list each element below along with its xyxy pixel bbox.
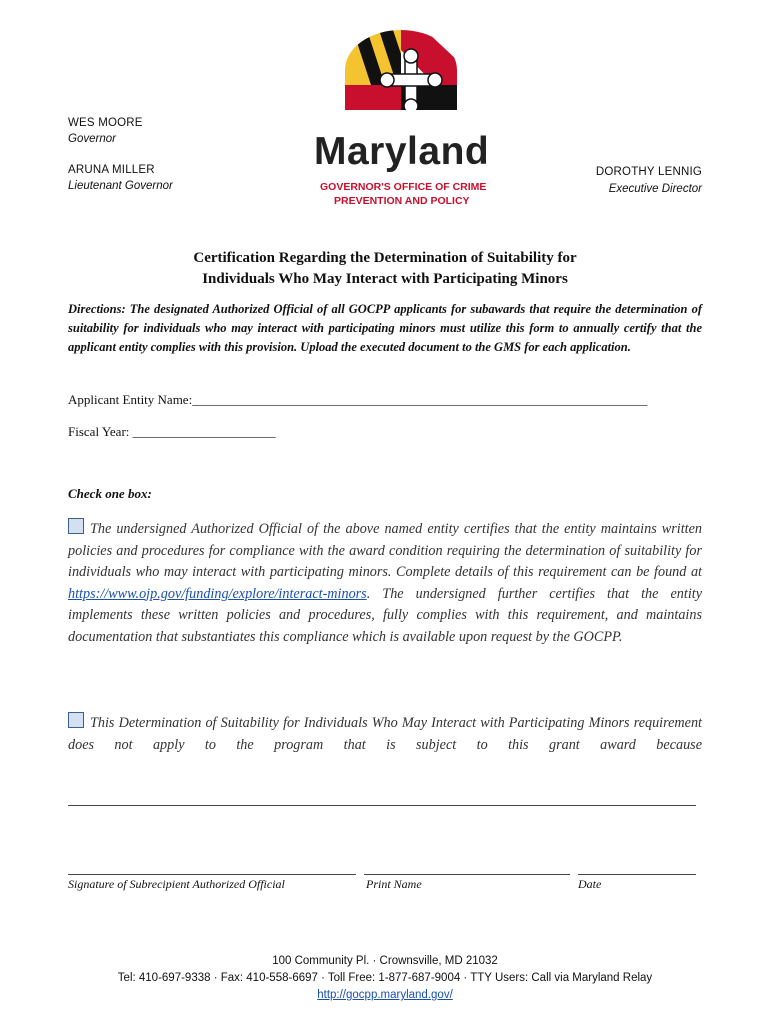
governor-title: Governor	[68, 133, 116, 145]
fiscal-year-field[interactable]	[68, 424, 276, 440]
applicant-entity-line[interactable]: ______________________________________________________________________	[192, 392, 648, 407]
lt-governor-title: Lieutenant Governor	[68, 180, 173, 192]
directions-text: Directions: The designated Authorized Official of all GOCPP applicants for subawards that require the determination of suitability for individuals who may interact with participating minors must utilize this form to annually certify that the applicant entity complies with this provision. Upload the executed document to the GMS for each application.	[68, 302, 702, 354]
footer-phones: Tel: 410-697-9338 · Fax: 410-558-6697 · Toll Free: 1-877-687-9004 · TTY Users: Call via Maryland Relay	[117, 972, 653, 984]
director-title: Executive Director	[608, 183, 702, 195]
print-name-label: Print Name	[366, 877, 422, 891]
option-1-checkbox[interactable]	[68, 518, 84, 534]
form-title-line1: Certification Regarding the Determination of Suitability for	[193, 250, 577, 266]
reason-line[interactable]	[68, 805, 696, 806]
logo-wordmark: Maryland	[314, 130, 490, 173]
footer-website-link[interactable]: http://gocpp.maryland.gov/	[317, 989, 453, 1001]
option-1-text-before: The undersigned Authorized Official of the above named entity certifies that the entity maintains written policies and procedures for compliance with the award condition requiring the determination of suitability for individuals who may interact with participating minors. Complete details of this requirement can be found at	[68, 521, 702, 580]
footer	[0, 953, 770, 1004]
signature-line[interactable]	[68, 874, 356, 875]
applicant-entity-label: Applicant Entity Name:	[68, 392, 193, 407]
option-2-paragraph	[68, 712, 702, 756]
form-title-line2: Individuals Who May Interact with Participating Minors	[202, 271, 568, 287]
applicant-entity-field[interactable]	[68, 392, 647, 408]
date-label: Date	[578, 877, 602, 891]
fiscal-year-label: Fiscal Year:	[68, 424, 130, 439]
maryland-flag-icon	[345, 30, 457, 110]
option-2-text: This Determination of Suitability for Individuals Who May Interact with Participating Minors requirement does not apply to the program that is subject to this grant award because	[68, 715, 702, 753]
form-title	[0, 248, 770, 290]
logo-subtitle-line2: PREVENTION AND POLICY	[334, 195, 470, 207]
print-name-line[interactable]	[364, 874, 570, 875]
date-line[interactable]	[578, 874, 696, 875]
governor-name: WES MOORE	[68, 117, 143, 129]
ojp-interact-minors-link[interactable]: https://www.ojp.gov/funding/explore/interact-minors	[68, 585, 367, 602]
option-2-checkbox[interactable]	[68, 712, 84, 728]
logo-subtitle-line1: GOVERNOR'S OFFICE OF CRIME	[320, 181, 487, 193]
director-name: DOROTHY LENNIG	[595, 166, 702, 178]
check-one-heading: Check one box:	[68, 486, 152, 501]
lt-governor-name: ARUNA MILLER	[68, 164, 155, 176]
footer-address: 100 Community Pl. · Crownsville, MD 21032	[272, 955, 498, 967]
fiscal-year-line[interactable]: ______________________	[132, 424, 276, 439]
option-1-paragraph	[68, 518, 702, 648]
signature-label: Signature of Subrecipient Authorized Official	[68, 877, 285, 891]
option-1-text-after: . The undersigned further certifies that the entity implements these written policies and procedures, fully complies with this requirement, and maintains documentation that substantiates this compliance which is available upon request by the GOCPP.	[68, 585, 702, 645]
